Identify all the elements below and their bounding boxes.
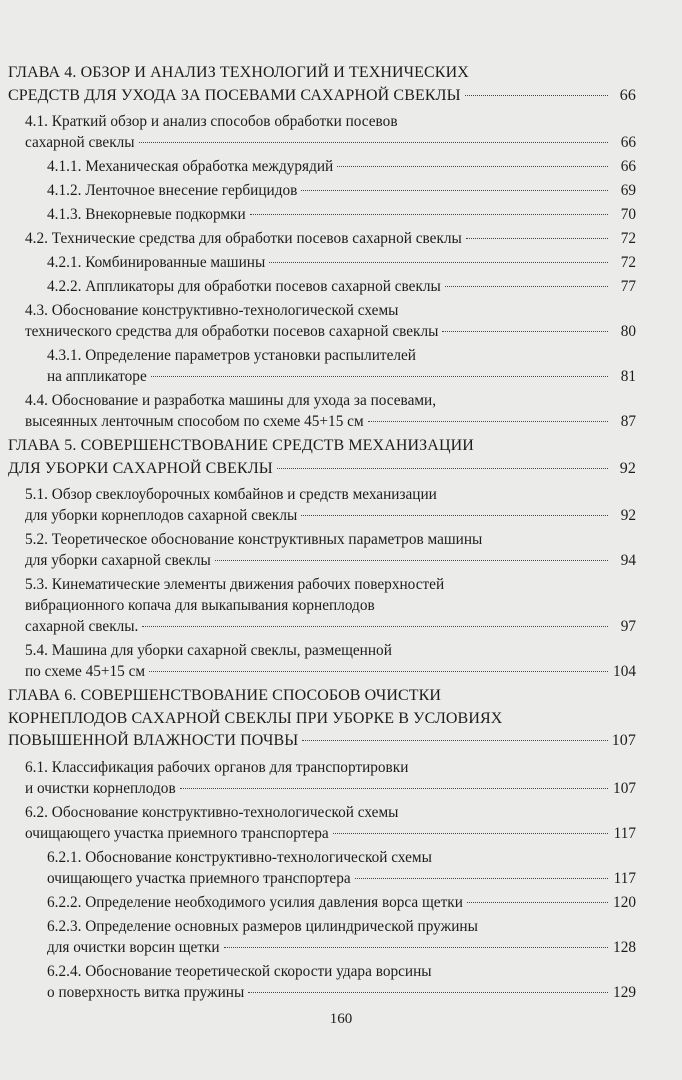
toc-entry-text: 4.2. Технические средства для обработки посевов сахарной свеклы	[25, 230, 462, 247]
dot-leader	[337, 166, 608, 167]
toc-entry-text: 4.4. Обоснование и разработка машины для ухода за посевами,	[25, 392, 437, 409]
toc-page-number: 92	[619, 459, 636, 477]
toc-page-number: 66	[619, 86, 636, 104]
toc-entry-text: 6.2.4. Обоснование теоретической скорости удара ворсины	[47, 962, 432, 980]
toc-entry-s6_2_4[interactable]	[0, 961, 682, 1003]
toc-page-number: 104	[613, 663, 636, 680]
toc-page-number: 92	[620, 507, 636, 524]
toc-entry-text: и очистки корнеплодов	[25, 779, 176, 797]
dot-leader	[139, 142, 608, 143]
toc-entry-s4_1_3[interactable]	[0, 204, 682, 225]
dot-leader	[250, 214, 608, 215]
toc-entry-text: 6.2.2. Определение необходимого усилия давления ворса щетки	[47, 893, 463, 911]
dot-leader	[149, 671, 608, 672]
toc-entry-text: технического средства для обработки посевов сахарной свеклы	[25, 323, 439, 340]
dot-leader	[151, 376, 608, 377]
toc-entry-s5_3[interactable]	[0, 574, 682, 637]
dot-leader	[355, 878, 608, 879]
toc-page-number: 129	[613, 983, 636, 1001]
toc-page-number: 80	[620, 323, 636, 340]
toc-entry-text: для очистки ворсин щетки	[47, 938, 220, 956]
dot-leader	[465, 95, 608, 96]
dot-leader	[142, 626, 608, 627]
toc-page-number: 81	[620, 368, 636, 385]
dot-leader	[445, 286, 608, 287]
toc-entry-text: КОРНЕПЛОДОВ САХАРНОЙ СВЕКЛЫ ПРИ УБОРКЕ В УСЛОВИЯХ	[8, 709, 503, 727]
toc-entry-text: очищающего участка приемного транспортера	[25, 824, 329, 842]
dot-leader	[224, 947, 608, 948]
toc-entry-text: ГЛАВА 5. СОВЕРШЕНСТВОВАНИЕ СРЕДСТВ МЕХАНИЗАЦИИ	[8, 437, 474, 454]
toc-page-number: 117	[613, 869, 636, 887]
toc-entry-text: очищающего участка приемного транспортера	[47, 869, 351, 887]
toc-page-number: 120	[613, 893, 636, 911]
toc-entry-text: 6.2.1. Обоснование конструктивно-технологической схемы	[47, 848, 432, 866]
dot-leader	[301, 515, 608, 516]
toc-page-number: 66	[620, 134, 636, 151]
toc-entry-text: 4.2.2. Аппликаторы для обработки посевов сахарной свеклы	[47, 278, 441, 295]
toc-entry-s6_2_3[interactable]	[0, 916, 682, 958]
toc-entry-s4_1[interactable]	[0, 111, 682, 153]
toc-entry-text: 4.3.1. Определение параметров установки распылителей	[47, 347, 416, 364]
toc-entry-text: 4.1.3. Внекорневые подкормки	[47, 206, 246, 223]
toc-page-number: 66	[620, 158, 636, 175]
toc-entry-text: вибрационного копача для выкапывания корнеплодов	[25, 597, 375, 614]
toc-entry-text: 4.3. Обоснование конструктивно-технологической схемы	[25, 302, 399, 319]
toc-page-number: 107	[611, 732, 636, 749]
toc-entry-text: 4.1.1. Механическая обработка междурядий	[47, 158, 334, 175]
toc-entry-text: 6.1. Классификация рабочих органов для транспортировки	[25, 758, 409, 776]
toc-entry-text: 5.3. Кинематические элементы движения рабочих поверхностей	[25, 576, 445, 593]
toc-entry-s6_2_1[interactable]	[0, 847, 682, 889]
toc-entry-text: ГЛАВА 4. ОБЗОР И АНАЛИЗ ТЕХНОЛОГИЙ И ТЕХНИЧЕСКИХ	[8, 64, 469, 81]
toc-entry-text: о поверхность витка пружины	[47, 983, 245, 1001]
toc-entry-s6_1[interactable]	[0, 757, 682, 799]
toc-entry-text: для уборки корнеплодов сахарной свеклы	[25, 507, 298, 524]
toc-page-number: 97	[620, 618, 636, 635]
toc-entry-text: 5.4. Машина для уборки сахарной свеклы, размещенной	[25, 642, 392, 659]
toc-entry-s4_3_1[interactable]	[0, 345, 682, 387]
toc-page-number: 72	[620, 230, 636, 247]
toc-entry-ch6[interactable]	[0, 685, 682, 753]
dot-leader	[466, 238, 608, 239]
dot-leader	[442, 331, 608, 332]
dot-leader	[215, 560, 608, 561]
toc-entry-s4_1_2[interactable]	[0, 180, 682, 201]
dot-leader	[467, 902, 608, 903]
toc-entry-s5_1[interactable]	[0, 484, 682, 526]
toc-entry-text: ДЛЯ УБОРКИ САХАРНОЙ СВЕКЛЫ	[8, 459, 273, 477]
toc-page-number: 72	[620, 254, 636, 271]
toc-page-number: 94	[620, 552, 636, 569]
dot-leader	[301, 190, 608, 191]
toc-page-number: 87	[620, 413, 636, 430]
dot-leader	[277, 468, 608, 469]
toc-entry-s5_2[interactable]	[0, 529, 682, 571]
dot-leader	[368, 421, 608, 422]
toc-entry-text: высеянных ленточным способом по схеме 45+15 см	[25, 413, 364, 430]
toc-entry-s4_3[interactable]	[0, 300, 682, 342]
dot-leader	[180, 788, 608, 789]
toc-page-number: 70	[620, 206, 636, 223]
toc-entry-text: 4.2.1. Комбинированные машины	[47, 254, 266, 271]
dot-leader	[269, 262, 608, 263]
toc-entry-text: ГЛАВА 6. СОВЕРШЕНСТВОВАНИЕ СПОСОБОВ ОЧИСТКИ	[8, 687, 442, 704]
toc-page-number: 128	[613, 938, 636, 956]
toc-entry-s4_1_1[interactable]	[0, 156, 682, 177]
toc-entry-s4_4[interactable]	[0, 390, 682, 432]
dot-leader	[333, 833, 608, 834]
page-number: 160	[329, 1011, 353, 1027]
toc-entry-s5_4[interactable]	[0, 640, 682, 682]
toc-entry-text: 5.2. Теоретическое обоснование конструктивных параметров машины	[25, 531, 483, 548]
toc-entry-text: ПОВЫШЕННОЙ ВЛАЖНОСТИ ПОЧВЫ	[8, 732, 299, 749]
toc-entry-ch4[interactable]	[0, 62, 682, 107]
toc-page-number: 107	[613, 779, 636, 797]
toc-entry-text: СРЕДСТВ ДЛЯ УХОДА ЗА ПОСЕВАМИ САХАРНОЙ СВЕКЛЫ	[8, 86, 461, 104]
table-of-contents	[0, 62, 682, 1006]
toc-entry-text: сахарной свеклы	[25, 134, 135, 151]
toc-page-number: 69	[620, 182, 636, 199]
toc-entry-text: на аппликаторе	[47, 368, 147, 385]
toc-entry-s6_2[interactable]	[0, 802, 682, 844]
toc-entry-s4_2_2[interactable]	[0, 276, 682, 297]
toc-entry-text: сахарной свеклы.	[25, 618, 139, 635]
toc-entry-text: 5.1. Обзор свеклоуборочных комбайнов и средств механизации	[25, 486, 437, 503]
toc-entry-s4_2[interactable]	[0, 228, 682, 249]
toc-entry-text: для уборки сахарной свеклы	[25, 552, 211, 569]
dot-leader	[302, 740, 607, 741]
toc-entry-text: по схеме 45+15 см	[25, 663, 146, 680]
toc-entry-text: 6.2. Обоснование конструктивно-технологической схемы	[25, 803, 399, 821]
toc-entry-text: 6.2.3. Определение основных размеров цилиндрической пружины	[47, 917, 478, 935]
toc-entry-s4_2_1[interactable]	[0, 252, 682, 273]
dot-leader	[248, 992, 608, 993]
toc-entry-s6_2_2[interactable]	[0, 892, 682, 913]
toc-entry-ch5[interactable]	[0, 435, 682, 480]
toc-page-number: 117	[613, 824, 636, 842]
toc-entry-text: 4.1. Краткий обзор и анализ способов обработки посевов	[25, 113, 398, 130]
toc-page-number: 77	[620, 278, 636, 295]
toc-entry-text: 4.1.2. Ленточное внесение гербицидов	[47, 182, 298, 199]
